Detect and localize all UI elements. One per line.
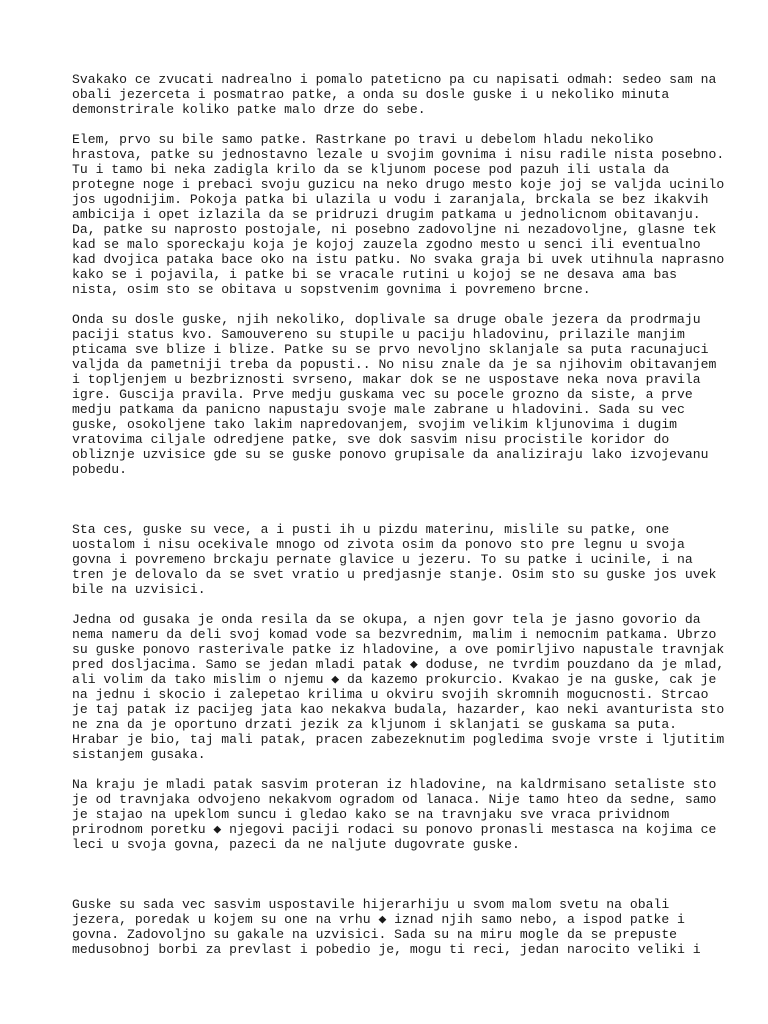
- section-spacer: [72, 492, 712, 522]
- paragraph-3: Onda su dosle guske, njih nekoliko, doplivale sa druge obale jezera da prodrmaju paciji status kvo. Samouvereno su stupile u paciju hladovinu, prilazile manjim pticama sve blize i blize. Patke su se prvo nevoljno sklanjale sa puta racunajuci valjda da pametniji treba da popusti.. No nisu znale da je sa njihovim obitavanjem i topljenjem u bezbriznosti svrseno, makar dok se ne uspostave neka nova pravila igre. Guscija pravila. Prve medju guskama vec su pocele grozno da siste, a prve medju patkama da panicno napustaju svoje male zabrane u hladovini. Sada su vec guske, osokoljene tako lakim napredovanjem, svojim velikim kljunovima i dugim vratovima ciljale odredjene patke, sve dok sasvim nisu procistile koridor do obliznje uzvisice gde su se guske ponovo grupisale da analiziraju lako izvojevanu pobedu.: [72, 312, 717, 477]
- paragraph-5: Jedna od gusaka je onda resila da se okupa, a njen govr tela je jasno govorio da nema nameru da deli svoj komad vode sa bezvrednim, malim i nemocnim patkama. Ubrzo su guske ponovo rasterivale patke iz hladovine, a ove pomirljivo napustale travnjak pred dosljacima. Samo se jedan mladi patak ◆ doduse, ne tvrdim pouzdano da je mlad, ali volim da tako mislim o njemu ◆ da kazemo prokurcio. Kvakao je na guske, cak je na jednu i skocio i zalepetao krilima u okviru svojih skromnih mogucnosti. Strcao je taj patak iz pacijeg jata kao nekakva budala, hazarder, kao neki avanturista sto ne zna da je oportuno drzati jezik za kljunom i sklanjati se guskama sa puta. Hrabar je bio, taj mali patak, pracen zabezeknutim pogledima svoje vrste i ljutitim sistanjem gusaka.: [72, 612, 725, 762]
- paragraph-7: Guske su sada vec sasvim uspostavile hijerarhiju u svom malom svetu na obali jezera, poredak u kojem su one na vrhu ◆ iznad njih samo nebo, a ispod patke i govna. Zadovoljno su gakale na uzvisici. Sada su na miru mogle da se prepuste medusobnoj borbi za prevlast i pobedio je, mogu ti reci, jedan narocito veliki i: [72, 897, 701, 957]
- section-spacer: [72, 867, 712, 897]
- paragraph-4: Sta ces, guske su vece, a i pusti ih u pizdu materinu, mislile su patke, one uostalom i nisu ocekivale mnogo od zivota osim da ponovo sto pre legnu u svoja govna i povremeno brckaju pernate glavice u jezeru. To su patke i ucinile, i na tren je delovalo da se svet vratio u predjasnje stanje. Osim sto su guske jos uvek bile na uzvisici.: [72, 522, 717, 597]
- paragraph-6: Na kraju je mladi patak sasvim proteran iz hladovine, na kaldrmisano setaliste sto je od travnjaka odvojeno nekakvom ogradom od lanaca. Nije tamo hteo da sedne, samo je stajao na upeklom suncu i gledao kako se na travnjaku sve vraca prividnom prirodnom poretku ◆ njegovi paciji rodaci su ponovo pronasli mestasca na kojima ce leci u svoja govna, pazeci da ne naljute dugovrate guske.: [72, 777, 717, 852]
- paragraph-1: Svakako ce zvucati nadrealno i pomalo pateticno pa cu napisati odmah: sedeo sam na obali jezerceta i posmatrao patke, a onda su dosle guske i u nekoliko minuta demonstrirale koliko patke malo drze do sebe.: [72, 72, 717, 117]
- paragraph-2: Elem, prvo su bile samo patke. Rastrkane po travi u debelom hladu nekoliko hrastova, patke su jednostavno lezale u svojim govnima i nisu radile nista posebno. Tu i tamo bi neka zadigla krilo da se kljunom pocese pod pazuh ili ustala da protegne noge i prebaci svoju guzicu na neko drugo mesto koje joj se valjda ucinilo jos ugodnijim. Pokoja patka bi ulazila u vodu i zaranjala, brckala se bez ikakvih ambicija i opet izlazila da se pridruzi drugim patkama u jednolicnom obitavanju. Da, patke su naprosto postojale, ni posebno zadovoljne ni nezadovoljne, glasne tek kad se malo sporeckaju koja je kojoj zauzela zgodno mesto u senci ili eventualno kad dvojica pataka bace oko na istu patku. No svaka graja bi uvek utihnula naprasno kako se i pojavila, i patke bi se vracale rutini u kojoj se ne desava ama bas nista, osim sto se obitava u sopstvenim govnima i povremeno brcne.: [72, 132, 725, 297]
- document-page: [72, 72, 725, 972]
